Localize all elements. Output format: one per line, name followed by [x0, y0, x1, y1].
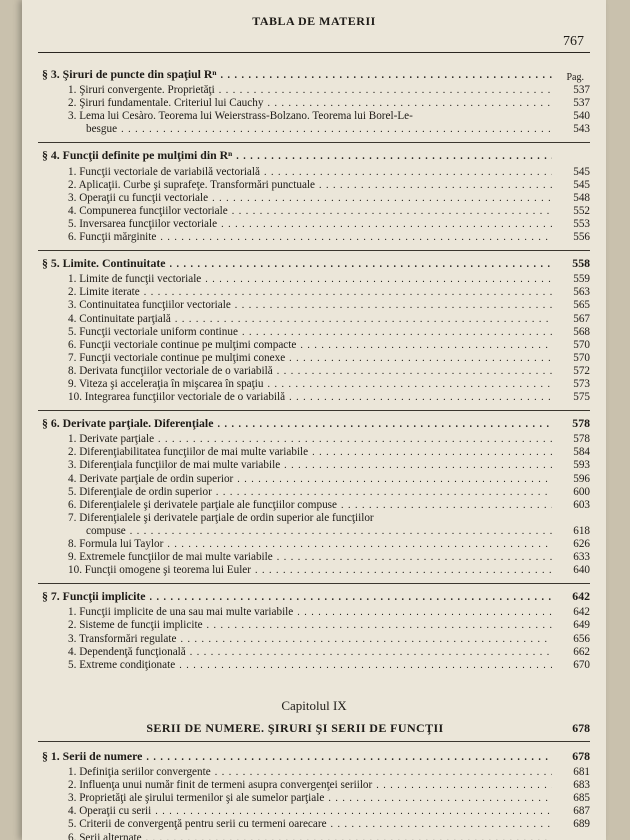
entry-title: 3. Diferenţiala funcţiilor de mai multe variabile — [68, 459, 281, 472]
leader-dots — [235, 299, 552, 312]
section-title: § 5. Limite. Continuitate — [42, 257, 166, 271]
entry-page: 548 — [573, 191, 590, 204]
header-rule — [38, 52, 590, 53]
entry-page: 537 — [573, 97, 590, 110]
entry-title: 6. Funcţii vectoriale continue pe mulţimi compacte — [68, 338, 297, 351]
toc-sections — [38, 64, 590, 672]
entry-title: 5. Criterii de convergenţă pentru serii cu termeni oarecare — [68, 818, 327, 831]
leader-dots — [328, 792, 552, 805]
entry-title: besgue — [86, 123, 118, 136]
entry-page: 687 — [573, 805, 590, 818]
entry-page: 642 — [573, 606, 590, 619]
entry-title: 4. Dependenţă funcţională — [68, 645, 186, 658]
entry-title: 5. Funcţii vectoriale uniform continue — [68, 325, 238, 338]
entry-page: 683 — [573, 779, 590, 792]
entry-page: 543 — [573, 123, 590, 136]
entry-title: 1. Definiţia seriilor convergente — [68, 766, 211, 779]
leader-dots — [267, 378, 552, 391]
leader-dots — [155, 805, 552, 818]
toc-entry — [38, 84, 590, 97]
toc-entry — [38, 273, 590, 286]
chapter-title-page: 678 — [572, 720, 590, 735]
section-page: 578 — [572, 416, 590, 431]
entry-title: 10. Integrarea funcţiilor vectoriale de o variabilă — [68, 391, 286, 404]
leader-dots — [341, 499, 552, 512]
entry-page: 578 — [573, 433, 590, 446]
section-title: § 4. Funcţii definite pe mulţimi din Rⁿ — [42, 149, 233, 163]
entry-page: 656 — [573, 632, 590, 645]
entry-title: 6. Funcţii mărginite — [68, 231, 157, 244]
leader-dots — [215, 766, 552, 779]
entry-title: 2. Influenţa unui număr finit de termeni asupra convergenţei seriilor — [68, 779, 373, 792]
entry-page: 584 — [573, 446, 590, 459]
toc-entry — [38, 352, 590, 365]
book-page — [22, 0, 606, 840]
toc-entry — [38, 646, 590, 659]
leader-dots — [284, 459, 552, 472]
chapter-rule — [38, 741, 590, 742]
toc-entry — [38, 619, 590, 632]
leader-dots — [205, 273, 552, 286]
section-page: 642 — [572, 589, 590, 604]
toc-entry — [38, 286, 590, 299]
toc-section — [38, 583, 590, 672]
entry-page: 681 — [573, 766, 590, 779]
toc-entry — [38, 391, 590, 404]
entry-title: compuse — [86, 524, 126, 537]
toc-entry — [38, 326, 590, 339]
leader-dots — [180, 633, 552, 646]
entry-page: 573 — [573, 377, 590, 390]
leader-dots — [277, 551, 552, 564]
toc-entry — [38, 378, 590, 391]
entry-page: 570 — [573, 351, 590, 364]
entry-title: 8. Formula lui Taylor — [68, 538, 164, 550]
toc-entry — [38, 110, 590, 123]
toc-entry — [38, 179, 590, 192]
section-heading — [38, 68, 590, 82]
entry-title: 9. Viteza şi acceleraţia în mişcarea în spaţiu — [68, 377, 264, 390]
entry-page: 600 — [573, 485, 590, 498]
leader-dots — [121, 123, 552, 136]
entry-page: 552 — [573, 204, 590, 217]
entry-page: 567 — [573, 312, 590, 325]
leader-dots — [190, 646, 552, 659]
leader-dots — [146, 750, 552, 764]
leader-dots — [146, 832, 552, 840]
toc-entry — [38, 123, 590, 136]
leader-dots — [300, 339, 552, 352]
entry-page: 618 — [573, 524, 590, 537]
toc-entry — [38, 766, 590, 779]
leader-dots — [167, 538, 552, 551]
entry-page: 633 — [573, 551, 590, 564]
toc-entry — [38, 832, 590, 840]
entry-title: 6. Serii alternate — [68, 831, 142, 840]
entry-title: 5. Diferenţiale de ordin superior — [68, 485, 212, 498]
entry-page: 685 — [573, 792, 590, 805]
leader-dots — [160, 231, 552, 244]
entry-page: 553 — [573, 217, 590, 230]
page-number: 767 — [563, 34, 584, 49]
entry-title: 2. Sisteme de funcţii implicite — [68, 619, 203, 632]
toc-section — [38, 410, 590, 577]
entry-title: 4. Operaţii cu serii — [68, 805, 152, 818]
leader-dots — [130, 525, 552, 538]
toc-entry — [38, 512, 590, 525]
chapter-sections — [38, 746, 590, 840]
leader-dots — [207, 619, 552, 632]
entry-title: 1. Limite de funcţii vectoriale — [68, 273, 202, 286]
entry-page: 545 — [573, 178, 590, 191]
toc-entry — [38, 792, 590, 805]
chapter-number: Capitolul IX — [281, 697, 347, 713]
leader-dots — [179, 659, 552, 672]
toc-entry — [38, 218, 590, 231]
leader-dots — [264, 166, 552, 179]
toc-section — [38, 250, 590, 404]
leader-dots — [170, 257, 552, 271]
toc-entry — [38, 805, 590, 818]
toc-entry — [38, 459, 590, 472]
entry-page: 626 — [573, 538, 590, 550]
section-title: § 3. Şiruri de puncte din spaţiul Rⁿ — [42, 68, 217, 81]
entry-page: 563 — [573, 286, 590, 299]
entry-title: 3. Continuitatea funcţiilor vectoriale — [68, 299, 231, 312]
entry-title: 2. Diferenţiabilitatea funcţiilor de mai multe variabile — [68, 446, 309, 459]
toc-entry — [38, 551, 590, 564]
entry-title: 3. Proprietăţi ale şirului termenilor şi ale sumelor parţiale — [68, 792, 325, 805]
entry-page: 596 — [573, 472, 590, 485]
toc-entry — [38, 313, 590, 326]
entry-page: 649 — [573, 619, 590, 632]
toc-entry — [38, 659, 590, 672]
entry-page: 537 — [573, 84, 590, 97]
section-title: § 7. Funcţii implicite — [42, 590, 146, 604]
pag-column-label: Pag. — [566, 72, 584, 83]
leader-dots — [221, 68, 552, 82]
toc-entry — [38, 818, 590, 831]
toc-entry — [38, 486, 590, 499]
entry-page: 603 — [573, 498, 590, 511]
entry-page: 559 — [573, 273, 590, 286]
toc-section — [38, 746, 590, 840]
section-page: 678 — [572, 748, 590, 763]
entry-title: 5. Extreme condiţionate — [68, 658, 176, 671]
leader-dots — [232, 205, 552, 218]
leader-dots — [319, 179, 552, 192]
entry-title: 2. Aplicaţii. Curbe şi suprafeţe. Transformări punctuale — [68, 178, 316, 191]
entry-title: 2. Şiruri fundamentale. Criteriul lui Cauchy — [68, 97, 264, 110]
leader-dots — [297, 606, 552, 619]
toc-entry — [38, 606, 590, 619]
toc-entry — [38, 564, 590, 577]
leader-dots — [237, 473, 552, 486]
section-heading — [38, 257, 590, 271]
leader-dots — [277, 365, 552, 378]
leader-dots — [376, 779, 552, 792]
toc-entry — [38, 192, 590, 205]
chapter-title: SERII DE NUMERE. ŞIRURI ŞI SERII DE FUNCŢII — [146, 721, 444, 735]
toc-entry — [38, 97, 590, 110]
leader-dots — [158, 433, 552, 446]
entry-page: 662 — [573, 645, 590, 658]
entry-title: 3. Transformări regulate — [68, 632, 177, 645]
toc-entry — [38, 473, 590, 486]
section-title: § 1. Serii de numere — [42, 749, 143, 763]
section-page: 558 — [572, 256, 590, 271]
section-title: § 6. Derivate parţiale. Diferenţiale — [42, 417, 214, 431]
toc-entry — [38, 433, 590, 446]
leader-dots — [267, 97, 552, 110]
toc-section — [38, 142, 590, 244]
entry-title: 1. Şiruri convergente. Proprietăţi — [68, 84, 215, 97]
entry-page: 572 — [573, 364, 590, 377]
entry-title: 4. Derivate parţiale de ordin superior — [68, 472, 234, 485]
entry-title: 1. Funcţii vectoriale de variabilă vectorială — [68, 165, 260, 178]
toc-entry — [38, 299, 590, 312]
leader-dots — [236, 149, 552, 163]
leader-dots — [175, 313, 552, 326]
entry-title: 4. Compunerea funcţiilor vectoriale — [68, 204, 228, 217]
section-heading — [38, 750, 590, 764]
leader-dots — [144, 286, 552, 299]
section-heading — [38, 149, 590, 163]
toc-entry — [38, 633, 590, 646]
leader-dots — [289, 352, 552, 365]
toc-section — [38, 64, 590, 136]
leader-dots — [217, 417, 552, 431]
entry-title: 7. Diferenţialele şi derivatele parţiale de ordin superior ale funcţiilor — [68, 511, 374, 524]
toc-entry — [38, 166, 590, 179]
entry-title: 1. Funcţii implicite de una sau mai multe variabile — [68, 606, 294, 619]
toc-entry — [38, 538, 590, 551]
leader-dots — [216, 486, 552, 499]
entry-page: 568 — [573, 325, 590, 338]
chapter-title-row — [38, 722, 590, 739]
entry-title: 5. Inversarea funcţiilor vectoriale — [68, 217, 218, 230]
entry-page: 670 — [573, 658, 590, 671]
leader-dots — [255, 564, 552, 577]
entry-page: 565 — [573, 299, 590, 312]
entry-title: 1. Derivate parţiale — [68, 433, 155, 446]
entry-page: 545 — [573, 165, 590, 178]
entry-title: 9. Extremele funcţiilor de mai multe variabile — [68, 551, 273, 564]
entry-page: 540 — [573, 110, 590, 123]
toc-entry — [38, 339, 590, 352]
toc-entry — [38, 365, 590, 378]
section-heading — [38, 417, 590, 431]
entry-title: 10. Funcţii omogene şi teorema lui Euler — [68, 564, 251, 577]
toc-entry — [38, 525, 590, 538]
section-heading — [38, 590, 590, 604]
entry-page: 570 — [573, 338, 590, 351]
leader-dots — [312, 446, 552, 459]
toc-entry — [38, 231, 590, 244]
toc-entry — [38, 779, 590, 792]
leader-dots — [331, 818, 552, 831]
leader-dots — [150, 590, 552, 604]
entry-title: 6. Diferenţialele şi derivatele parţiale ale funcţiilor compuse — [68, 498, 338, 511]
toc-entry — [38, 499, 590, 512]
entry-title: 8. Derivata funcţiilor vectoriale de o variabilă — [68, 364, 273, 377]
entry-page: 575 — [573, 391, 590, 404]
toc-entry — [38, 446, 590, 459]
toc-entry — [38, 205, 590, 218]
entry-page: 689 — [573, 818, 590, 831]
leader-dots — [219, 84, 552, 97]
entry-title: 3. Lema lui Cesàro. Teorema lui Weierstrass-Bolzano. Teorema lui Borel-Le- — [68, 110, 413, 123]
entry-title: 4. Continuitate parţială — [68, 312, 171, 325]
leader-dots — [221, 218, 552, 231]
entry-page: 556 — [573, 231, 590, 244]
entry-title: 2. Limite iterate — [68, 286, 140, 299]
entry-title: 7. Funcţii vectoriale continue pe mulţimi conexe — [68, 351, 286, 364]
leader-dots — [242, 326, 552, 339]
table-of-contents — [38, 64, 590, 840]
leader-dots — [289, 391, 552, 404]
running-head: TABLA DE MATERII — [252, 14, 376, 28]
leader-dots — [212, 192, 552, 205]
entry-page: 640 — [573, 564, 590, 577]
entry-title: 3. Operaţii cu funcţii vectoriale — [68, 191, 209, 204]
entry-page: 593 — [573, 459, 590, 472]
